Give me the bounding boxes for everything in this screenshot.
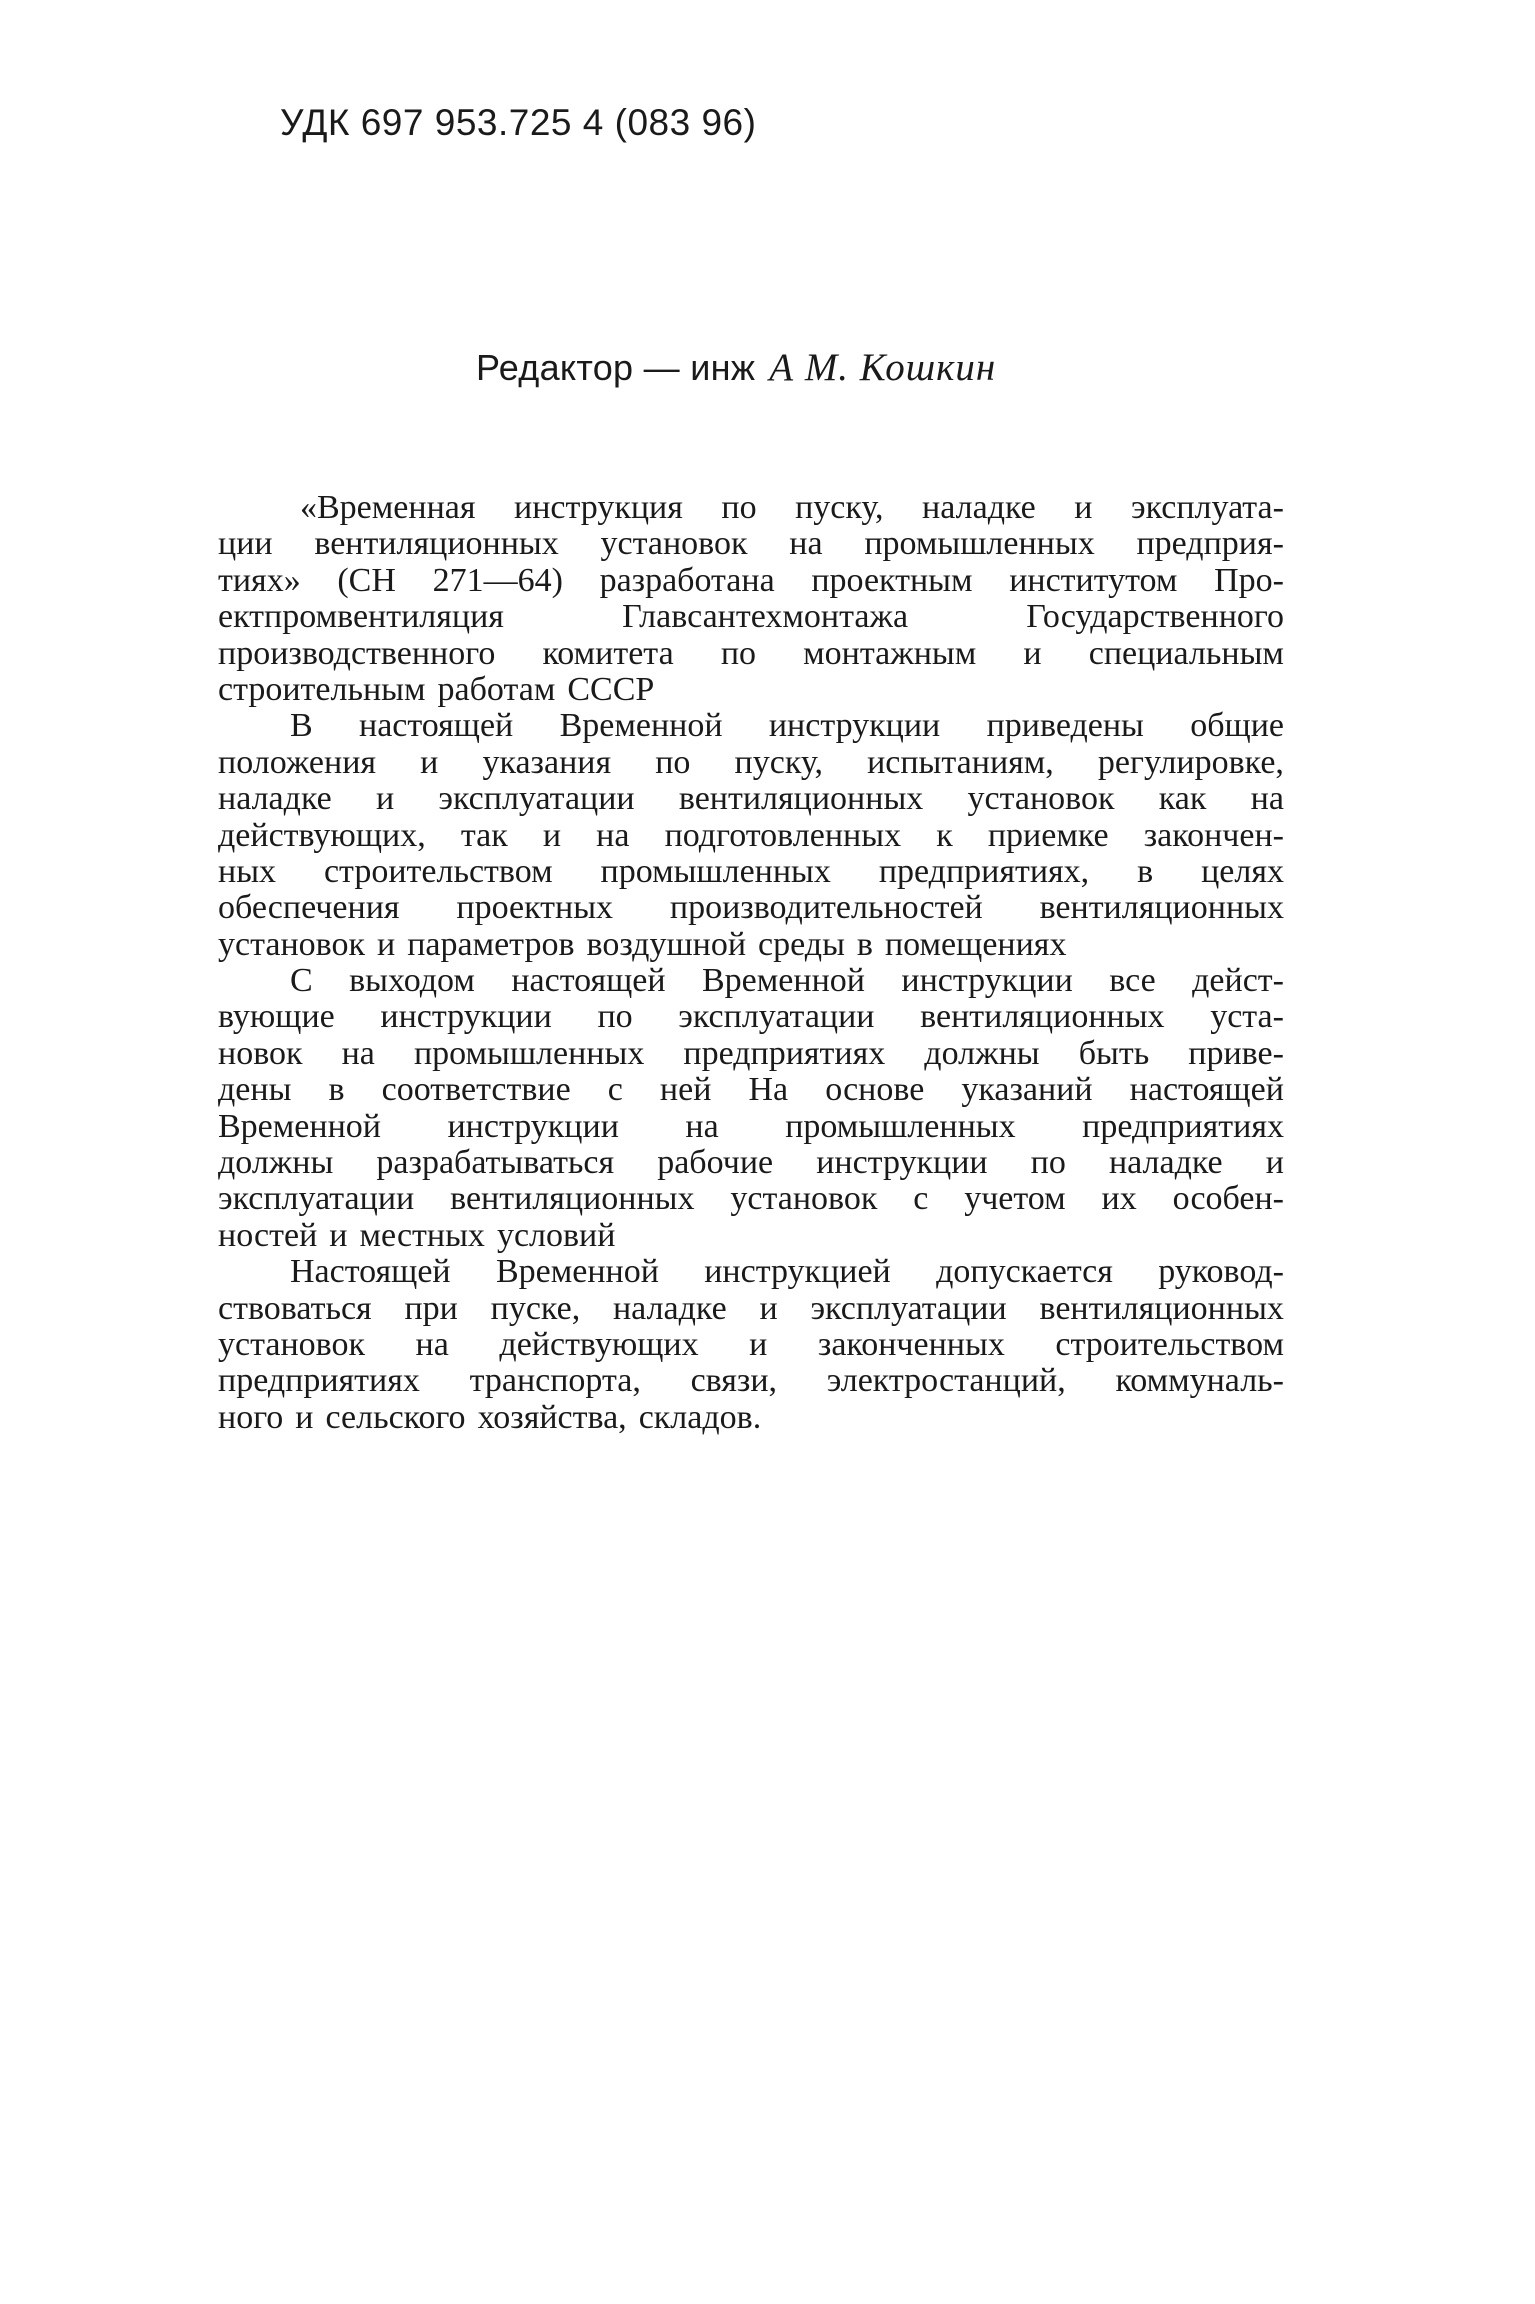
text-line: действующих, так и на подготовленных к приемке закончен-: [218, 816, 1284, 854]
text-line: эксплуатации вентиляционных установок с учетом их особен-: [218, 1180, 1284, 1218]
text-line: ции вентиляционных установок на промышленных предприя-: [218, 525, 1284, 563]
text-line: Временной инструкции на промышленных предприятиях: [218, 1107, 1284, 1145]
text-line: Настоящей Временной инструкцией допускается руковод-: [290, 1253, 1284, 1291]
text-line: строительным работам СССР: [218, 670, 655, 708]
editor-label: Редактор — инж: [476, 347, 756, 388]
text-line: дены в соответствие с ней На основе указаний настоящей: [218, 1071, 1284, 1109]
text-line: ектпромвентиляция Главсантехмонтажа Государственного: [218, 598, 1284, 636]
paragraph: [218, 490, 1284, 708]
text-line: ного и сельского хозяйства, складов.: [218, 1398, 762, 1436]
paragraph: [218, 963, 1284, 1254]
text-line: установок на действующих и законченных строительством: [218, 1325, 1284, 1363]
text-line: ствоваться при пуске, наладке и эксплуатации вентиляционных: [218, 1289, 1284, 1327]
text-line: наладке и эксплуатации вентиляционных установок как на: [218, 780, 1284, 818]
udk-code: УДК 697 953.725 4 (083 96): [280, 102, 757, 143]
text-line: ных строительством промышленных предприятиях, в целях: [218, 852, 1284, 890]
text-line: В настоящей Временной инструкции приведены общие: [290, 707, 1284, 745]
text-line: «Временная инструкция по пуску, наладке и эксплуата-: [300, 489, 1284, 526]
text-line: установок и параметров воздушной среды в помещениях: [218, 925, 1067, 963]
text-line: вующие инструкции по эксплуатации вентиляционных уста-: [218, 998, 1284, 1036]
text-line: новок на промышленных предприятиях должны быть приве-: [218, 1034, 1284, 1072]
text-line: должны разрабатываться рабочие инструкции по наладке и: [218, 1144, 1284, 1182]
text-line: положения и указания по пуску, испытаниям, регулировке,: [218, 743, 1284, 781]
text-line: производственного комитета по монтажным и специальным: [218, 634, 1284, 672]
editor-name: А М. Кошкин: [769, 346, 997, 389]
paragraph: [218, 708, 1284, 963]
editor-credit: [476, 345, 996, 390]
text-line: С выходом настоящей Временной инструкции все дейст-: [290, 962, 1284, 1000]
paragraph: [218, 1254, 1284, 1436]
text-line: ностей и местных условий: [218, 1216, 616, 1254]
annotation-text: [218, 490, 1284, 1436]
text-line: тиях» (СН 271—64) разработана проектным институтом Про-: [218, 561, 1284, 599]
text-line: предприятиях транспорта, связи, электростанций, коммуналь-: [218, 1362, 1284, 1400]
text-line: обеспечения проектных производительностей вентиляционных: [218, 889, 1284, 927]
